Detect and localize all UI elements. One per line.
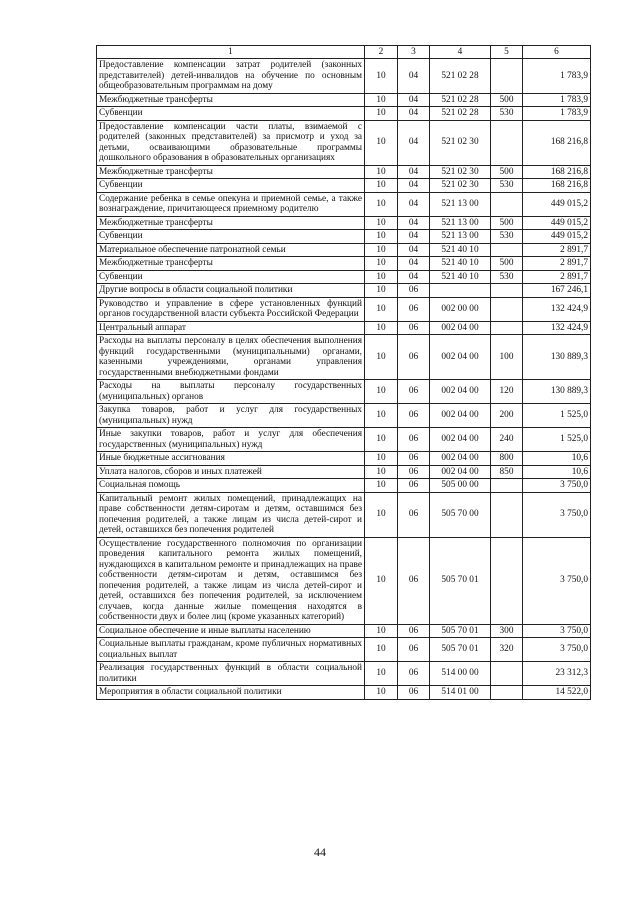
row-target-code: 514 00 00 (430, 662, 491, 686)
page-number: 44 (314, 845, 326, 859)
row-amount: 1 525,0 (523, 428, 591, 452)
row-expense-type: 800 (491, 452, 523, 466)
row-section: 10 (365, 428, 398, 452)
row-section: 10 (365, 243, 398, 257)
row-section: 10 (365, 107, 398, 121)
row-amount: 3 750,0 (523, 492, 591, 537)
row-target-code: 002 00 00 (430, 297, 491, 321)
row-subsection: 06 (398, 479, 430, 493)
row-name: Содержание ребенка в семье опекуна и приемной семье, а также вознаграждение, причитающееся приемному родителю (97, 192, 365, 216)
row-target-code: 521 13 00 (430, 230, 491, 244)
row-name: Мероприятия в области социальной политики (97, 686, 365, 700)
row-subsection: 06 (398, 284, 430, 298)
row-target-code: 505 70 01 (430, 638, 491, 662)
table-row (97, 404, 591, 428)
row-section: 10 (365, 120, 398, 165)
row-section: 10 (365, 624, 398, 638)
row-target-code: 521 40 10 (430, 270, 491, 284)
row-subsection: 06 (398, 404, 430, 428)
row-section: 10 (365, 380, 398, 404)
table-row (97, 297, 591, 321)
row-section: 10 (365, 537, 398, 624)
row-target-code: 505 00 00 (430, 479, 491, 493)
row-section: 10 (365, 284, 398, 298)
row-name: Субвенции (97, 107, 365, 121)
header-row (97, 46, 591, 59)
row-name: Межбюджетные трансферты (97, 257, 365, 271)
row-section: 10 (365, 321, 398, 335)
row-name: Руководство и управление в сфере установленных функций органов государственной власти субъекта Российской Федерации (97, 297, 365, 321)
row-section: 10 (365, 638, 398, 662)
table-row (97, 107, 591, 121)
row-amount: 132 424,9 (523, 321, 591, 335)
row-section: 10 (365, 297, 398, 321)
header-col-5: 5 (491, 46, 523, 59)
row-expense-type: 200 (491, 404, 523, 428)
row-name: Осуществление государственного полномочия по организации проведения капитального ремонта жилых помещений, нуждающихся в капитальном ремонте и принадлежащих на праве собственности детям-сиротам и детям, оставшимся без попечения родителей, а также лицам из числа детей-сирот и детей, оставшихся без попечения родителей, за исключением случаев, когда данные жилые помещения находятся в собственности двух и более лиц (кроме указанных категорий) (97, 537, 365, 624)
row-section: 10 (365, 59, 398, 94)
row-subsection: 04 (398, 270, 430, 284)
table-row (97, 537, 591, 624)
row-amount: 167 246,1 (523, 284, 591, 298)
row-name: Центральный аппарат (97, 321, 365, 335)
row-section: 10 (365, 179, 398, 193)
row-target-code: 521 02 28 (430, 93, 491, 107)
row-expense-type (491, 243, 523, 257)
row-expense-type: 530 (491, 230, 523, 244)
row-target-code: 521 40 10 (430, 243, 491, 257)
row-name: Межбюджетные трансферты (97, 165, 365, 179)
row-subsection: 04 (398, 192, 430, 216)
row-target-code: 002 04 00 (430, 465, 491, 479)
row-subsection: 04 (398, 230, 430, 244)
table-row (97, 284, 591, 298)
row-target-code: 521 02 30 (430, 179, 491, 193)
row-amount: 449 015,2 (523, 230, 591, 244)
row-expense-type: 100 (491, 335, 523, 380)
row-amount: 168 216,8 (523, 165, 591, 179)
row-target-code: 521 02 30 (430, 165, 491, 179)
row-target-code: 505 70 01 (430, 624, 491, 638)
row-expense-type: 500 (491, 216, 523, 230)
row-amount: 2 891,7 (523, 257, 591, 271)
row-subsection: 04 (398, 107, 430, 121)
row-name: Социальное обеспечение и иные выплаты населению (97, 624, 365, 638)
table-row (97, 270, 591, 284)
row-section: 10 (365, 192, 398, 216)
row-target-code: 002 04 00 (430, 428, 491, 452)
row-subsection: 04 (398, 120, 430, 165)
row-expense-type (491, 537, 523, 624)
row-name: Расходы на выплаты персоналу в целях обеспечения выполнения функций государственными (муниципальными) органами, казенными учреждениями, органами управления государственными внебюджетными фондами (97, 335, 365, 380)
row-amount: 2 891,7 (523, 270, 591, 284)
table-row (97, 243, 591, 257)
row-subsection: 06 (398, 638, 430, 662)
table-body (97, 59, 591, 700)
table-row (97, 686, 591, 700)
row-amount: 1 783,9 (523, 59, 591, 94)
header-col-4: 4 (430, 46, 491, 59)
table-row (97, 624, 591, 638)
row-expense-type: 240 (491, 428, 523, 452)
row-expense-type (491, 479, 523, 493)
row-subsection: 04 (398, 165, 430, 179)
row-section: 10 (365, 165, 398, 179)
table-row (97, 59, 591, 94)
header-col-1: 1 (97, 46, 365, 59)
row-expense-type (491, 662, 523, 686)
row-expense-type: 500 (491, 165, 523, 179)
table-row (97, 93, 591, 107)
row-subsection: 04 (398, 93, 430, 107)
row-amount: 23 312,3 (523, 662, 591, 686)
row-amount: 1 525,0 (523, 404, 591, 428)
row-expense-type: 500 (491, 257, 523, 271)
row-subsection: 06 (398, 380, 430, 404)
row-subsection: 06 (398, 624, 430, 638)
header-col-3: 3 (398, 46, 430, 59)
row-section: 10 (365, 93, 398, 107)
row-subsection: 06 (398, 297, 430, 321)
row-target-code: 002 04 00 (430, 321, 491, 335)
row-name: Закупка товаров, работ и услуг для государственных (муниципальных) нужд (97, 404, 365, 428)
row-section: 10 (365, 270, 398, 284)
table-row (97, 216, 591, 230)
table-row (97, 257, 591, 271)
row-target-code: 505 70 01 (430, 537, 491, 624)
row-subsection: 06 (398, 452, 430, 466)
row-expense-type: 300 (491, 624, 523, 638)
row-expense-type (491, 284, 523, 298)
row-expense-type: 530 (491, 270, 523, 284)
row-subsection: 04 (398, 257, 430, 271)
table-row (97, 492, 591, 537)
row-target-code: 521 40 10 (430, 257, 491, 271)
row-subsection: 04 (398, 216, 430, 230)
row-expense-type: 850 (491, 465, 523, 479)
row-subsection: 04 (398, 179, 430, 193)
row-expense-type (491, 297, 523, 321)
row-expense-type: 530 (491, 107, 523, 121)
row-amount: 2 891,7 (523, 243, 591, 257)
row-name: Капитальный ремонт жилых помещений, принадлежащих на праве собственности детям-сиротам и детям, оставшимся без попечения родителей, а также лицам из числа детей-сирот и детей, оставшихся без попечения родителей (97, 492, 365, 537)
row-name: Субвенции (97, 270, 365, 284)
row-section: 10 (365, 257, 398, 271)
row-subsection: 06 (398, 335, 430, 380)
row-name: Межбюджетные трансферты (97, 216, 365, 230)
row-target-code: 505 70 00 (430, 492, 491, 537)
row-amount: 168 216,8 (523, 179, 591, 193)
row-section: 10 (365, 686, 398, 700)
row-subsection: 06 (398, 465, 430, 479)
row-amount: 132 424,9 (523, 297, 591, 321)
row-section: 10 (365, 465, 398, 479)
row-expense-type (491, 492, 523, 537)
row-target-code: 002 04 00 (430, 404, 491, 428)
row-target-code: 002 04 00 (430, 335, 491, 380)
row-amount: 449 015,2 (523, 192, 591, 216)
row-section: 10 (365, 335, 398, 380)
row-name: Субвенции (97, 179, 365, 193)
table-row (97, 335, 591, 380)
row-expense-type (491, 686, 523, 700)
table-row (97, 230, 591, 244)
row-expense-type (491, 120, 523, 165)
row-subsection: 06 (398, 492, 430, 537)
row-amount: 3 750,0 (523, 537, 591, 624)
row-target-code: 002 04 00 (430, 380, 491, 404)
row-amount: 130 889,3 (523, 380, 591, 404)
row-subsection: 06 (398, 686, 430, 700)
row-amount: 3 750,0 (523, 638, 591, 662)
row-expense-type: 530 (491, 179, 523, 193)
row-name: Иные бюджетные ассигнования (97, 452, 365, 466)
row-subsection: 06 (398, 537, 430, 624)
header-col-6: 6 (523, 46, 591, 59)
row-expense-type: 120 (491, 380, 523, 404)
row-amount: 1 783,9 (523, 107, 591, 121)
row-name: Социальная помощь (97, 479, 365, 493)
row-target-code: 521 13 00 (430, 192, 491, 216)
row-name: Субвенции (97, 230, 365, 244)
table-row (97, 321, 591, 335)
row-amount: 10,6 (523, 465, 591, 479)
row-expense-type (491, 192, 523, 216)
row-subsection: 04 (398, 59, 430, 94)
row-name: Реализация государственных функций в области социальной политики (97, 662, 365, 686)
table-row (97, 479, 591, 493)
row-target-code: 002 04 00 (430, 452, 491, 466)
row-amount: 1 783,9 (523, 93, 591, 107)
table-row (97, 192, 591, 216)
row-section: 10 (365, 492, 398, 537)
row-subsection: 06 (398, 662, 430, 686)
row-subsection: 06 (398, 321, 430, 335)
row-amount: 3 750,0 (523, 479, 591, 493)
row-amount: 130 889,3 (523, 335, 591, 380)
row-amount: 449 015,2 (523, 216, 591, 230)
row-section: 10 (365, 662, 398, 686)
row-target-code: 521 13 00 (430, 216, 491, 230)
row-expense-type (491, 321, 523, 335)
row-subsection: 04 (398, 243, 430, 257)
row-target-code: 514 01 00 (430, 686, 491, 700)
budget-table (96, 45, 591, 700)
row-amount: 10,6 (523, 452, 591, 466)
table-row (97, 120, 591, 165)
row-name: Иные закупки товаров, работ и услуг для обеспечения государственных (муниципальных) нужд (97, 428, 365, 452)
table-row (97, 179, 591, 193)
table-row (97, 428, 591, 452)
row-expense-type: 320 (491, 638, 523, 662)
table-row (97, 638, 591, 662)
row-expense-type (491, 59, 523, 94)
row-target-code (430, 284, 491, 298)
table-row (97, 165, 591, 179)
row-section: 10 (365, 404, 398, 428)
row-target-code: 521 02 28 (430, 107, 491, 121)
table-row (97, 465, 591, 479)
row-amount: 14 522,0 (523, 686, 591, 700)
row-name: Уплата налогов, сборов и иных платежей (97, 465, 365, 479)
row-section: 10 (365, 230, 398, 244)
row-section: 10 (365, 452, 398, 466)
row-expense-type: 500 (491, 93, 523, 107)
row-name: Предоставление компенсации затрат родителей (законных представителей) детей-инвалидов на обучение по основным общеобразовательным программам на дому (97, 59, 365, 94)
table-row (97, 452, 591, 466)
row-target-code: 521 02 28 (430, 59, 491, 94)
row-target-code: 521 02 30 (430, 120, 491, 165)
table-row (97, 662, 591, 686)
row-amount: 168 216,8 (523, 120, 591, 165)
row-amount: 3 750,0 (523, 624, 591, 638)
row-name: Социальные выплаты гражданам, кроме публичных нормативных социальных выплат (97, 638, 365, 662)
row-name: Предоставление компенсации части платы, взимаемой с родителей (законных представителей) за присмотр и уход за детьми, осваивающими образовательные программы дошкольного образования в образовательных организациях (97, 120, 365, 165)
header-col-2: 2 (365, 46, 398, 59)
row-name: Межбюджетные трансферты (97, 93, 365, 107)
table-row (97, 380, 591, 404)
row-name: Материальное обеспечение патронатной семьи (97, 243, 365, 257)
row-section: 10 (365, 479, 398, 493)
row-section: 10 (365, 216, 398, 230)
row-name: Другие вопросы в области социальной политики (97, 284, 365, 298)
row-subsection: 06 (398, 428, 430, 452)
row-name: Расходы на выплаты персоналу государственных (муниципальных) органов (97, 380, 365, 404)
